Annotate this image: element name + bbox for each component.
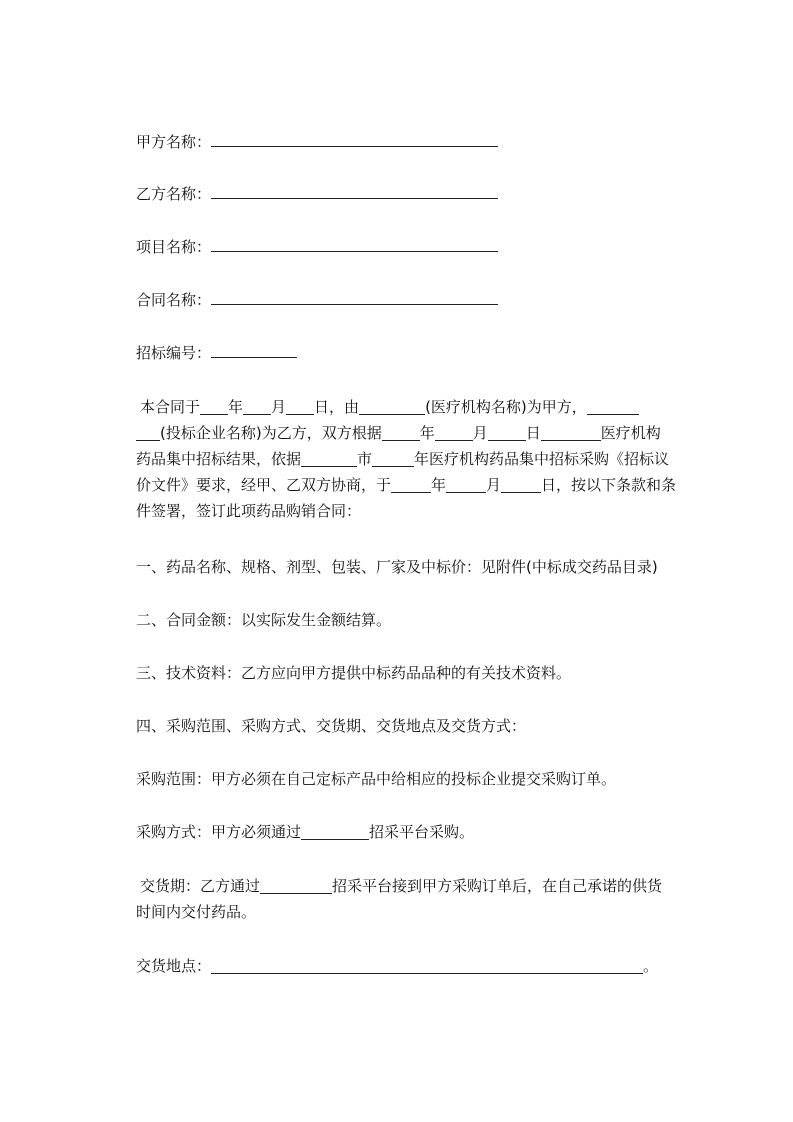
clause-2: 二、合同金额：以实际发生金额结算。 (136, 611, 392, 629)
intro-paragraph (136, 394, 701, 524)
party-a-name-field (136, 129, 498, 155)
clause-4: 四、采购范围、采购方式、交货期、交货地点及交货方式： (136, 717, 527, 735)
intro-line-1: 本合同于 年 月 日，由 (医疗机构名称)为甲方， (140, 394, 701, 420)
project-name-field (136, 234, 498, 260)
party-b-name-blank (211, 182, 498, 199)
contract-name-label: 合同名称： (136, 291, 212, 309)
project-name-blank (211, 235, 498, 252)
intro-line-5: 件签署，签订此项药品购销合同： (136, 502, 362, 520)
delivery-place-blank (211, 956, 643, 974)
party-b-name-field (136, 181, 498, 207)
project-name-label: 项目名称： (136, 238, 212, 256)
intro-line-3: 药品集中招标结果，依据 市 年医疗机构药品集中招标采购《招标议 (136, 450, 670, 468)
clause-3: 三、技术资料：乙方应向甲方提供中标药品品种的有关技术资料。 (136, 664, 572, 682)
party-a-name-blank (211, 130, 498, 147)
delivery-platform-blank (260, 876, 332, 894)
party-a-name-label: 甲方名称： (136, 133, 212, 151)
intro-line-2: (投标企业名称)为乙方，双方根据 年 月 日 医疗机构 (136, 420, 701, 446)
platform-blank (301, 822, 369, 840)
tender-number-field (136, 340, 297, 366)
purchase-method: 采购方式：甲方必须通过 招采平台采购。 (136, 823, 475, 841)
contract-name-field (136, 287, 498, 313)
tender-number-blank (211, 341, 297, 358)
delivery-period: 交货期：乙方通过 招采平台接到甲方采购订单后，在自己承诺的供货 时间内交付药品。 (136, 877, 663, 921)
delivery-place: 交货地点： 。 (136, 957, 659, 975)
contract-name-blank (211, 288, 498, 305)
tender-number-label: 招标编号： (136, 344, 212, 362)
clause-1: 一、药品名称、规格、剂型、包装、厂家及中标价：见附件(中标成交药品目录) (136, 558, 658, 576)
party-b-name-label: 乙方名称： (136, 185, 212, 203)
intro-line-4: 价文件》要求，经甲、乙双方协商，于 年 月 日，按以下条款和条 (136, 476, 677, 494)
purchase-scope: 采购范围：甲方必须在自己定标产品中给相应的投标企业提交采购订单。 (136, 770, 617, 788)
